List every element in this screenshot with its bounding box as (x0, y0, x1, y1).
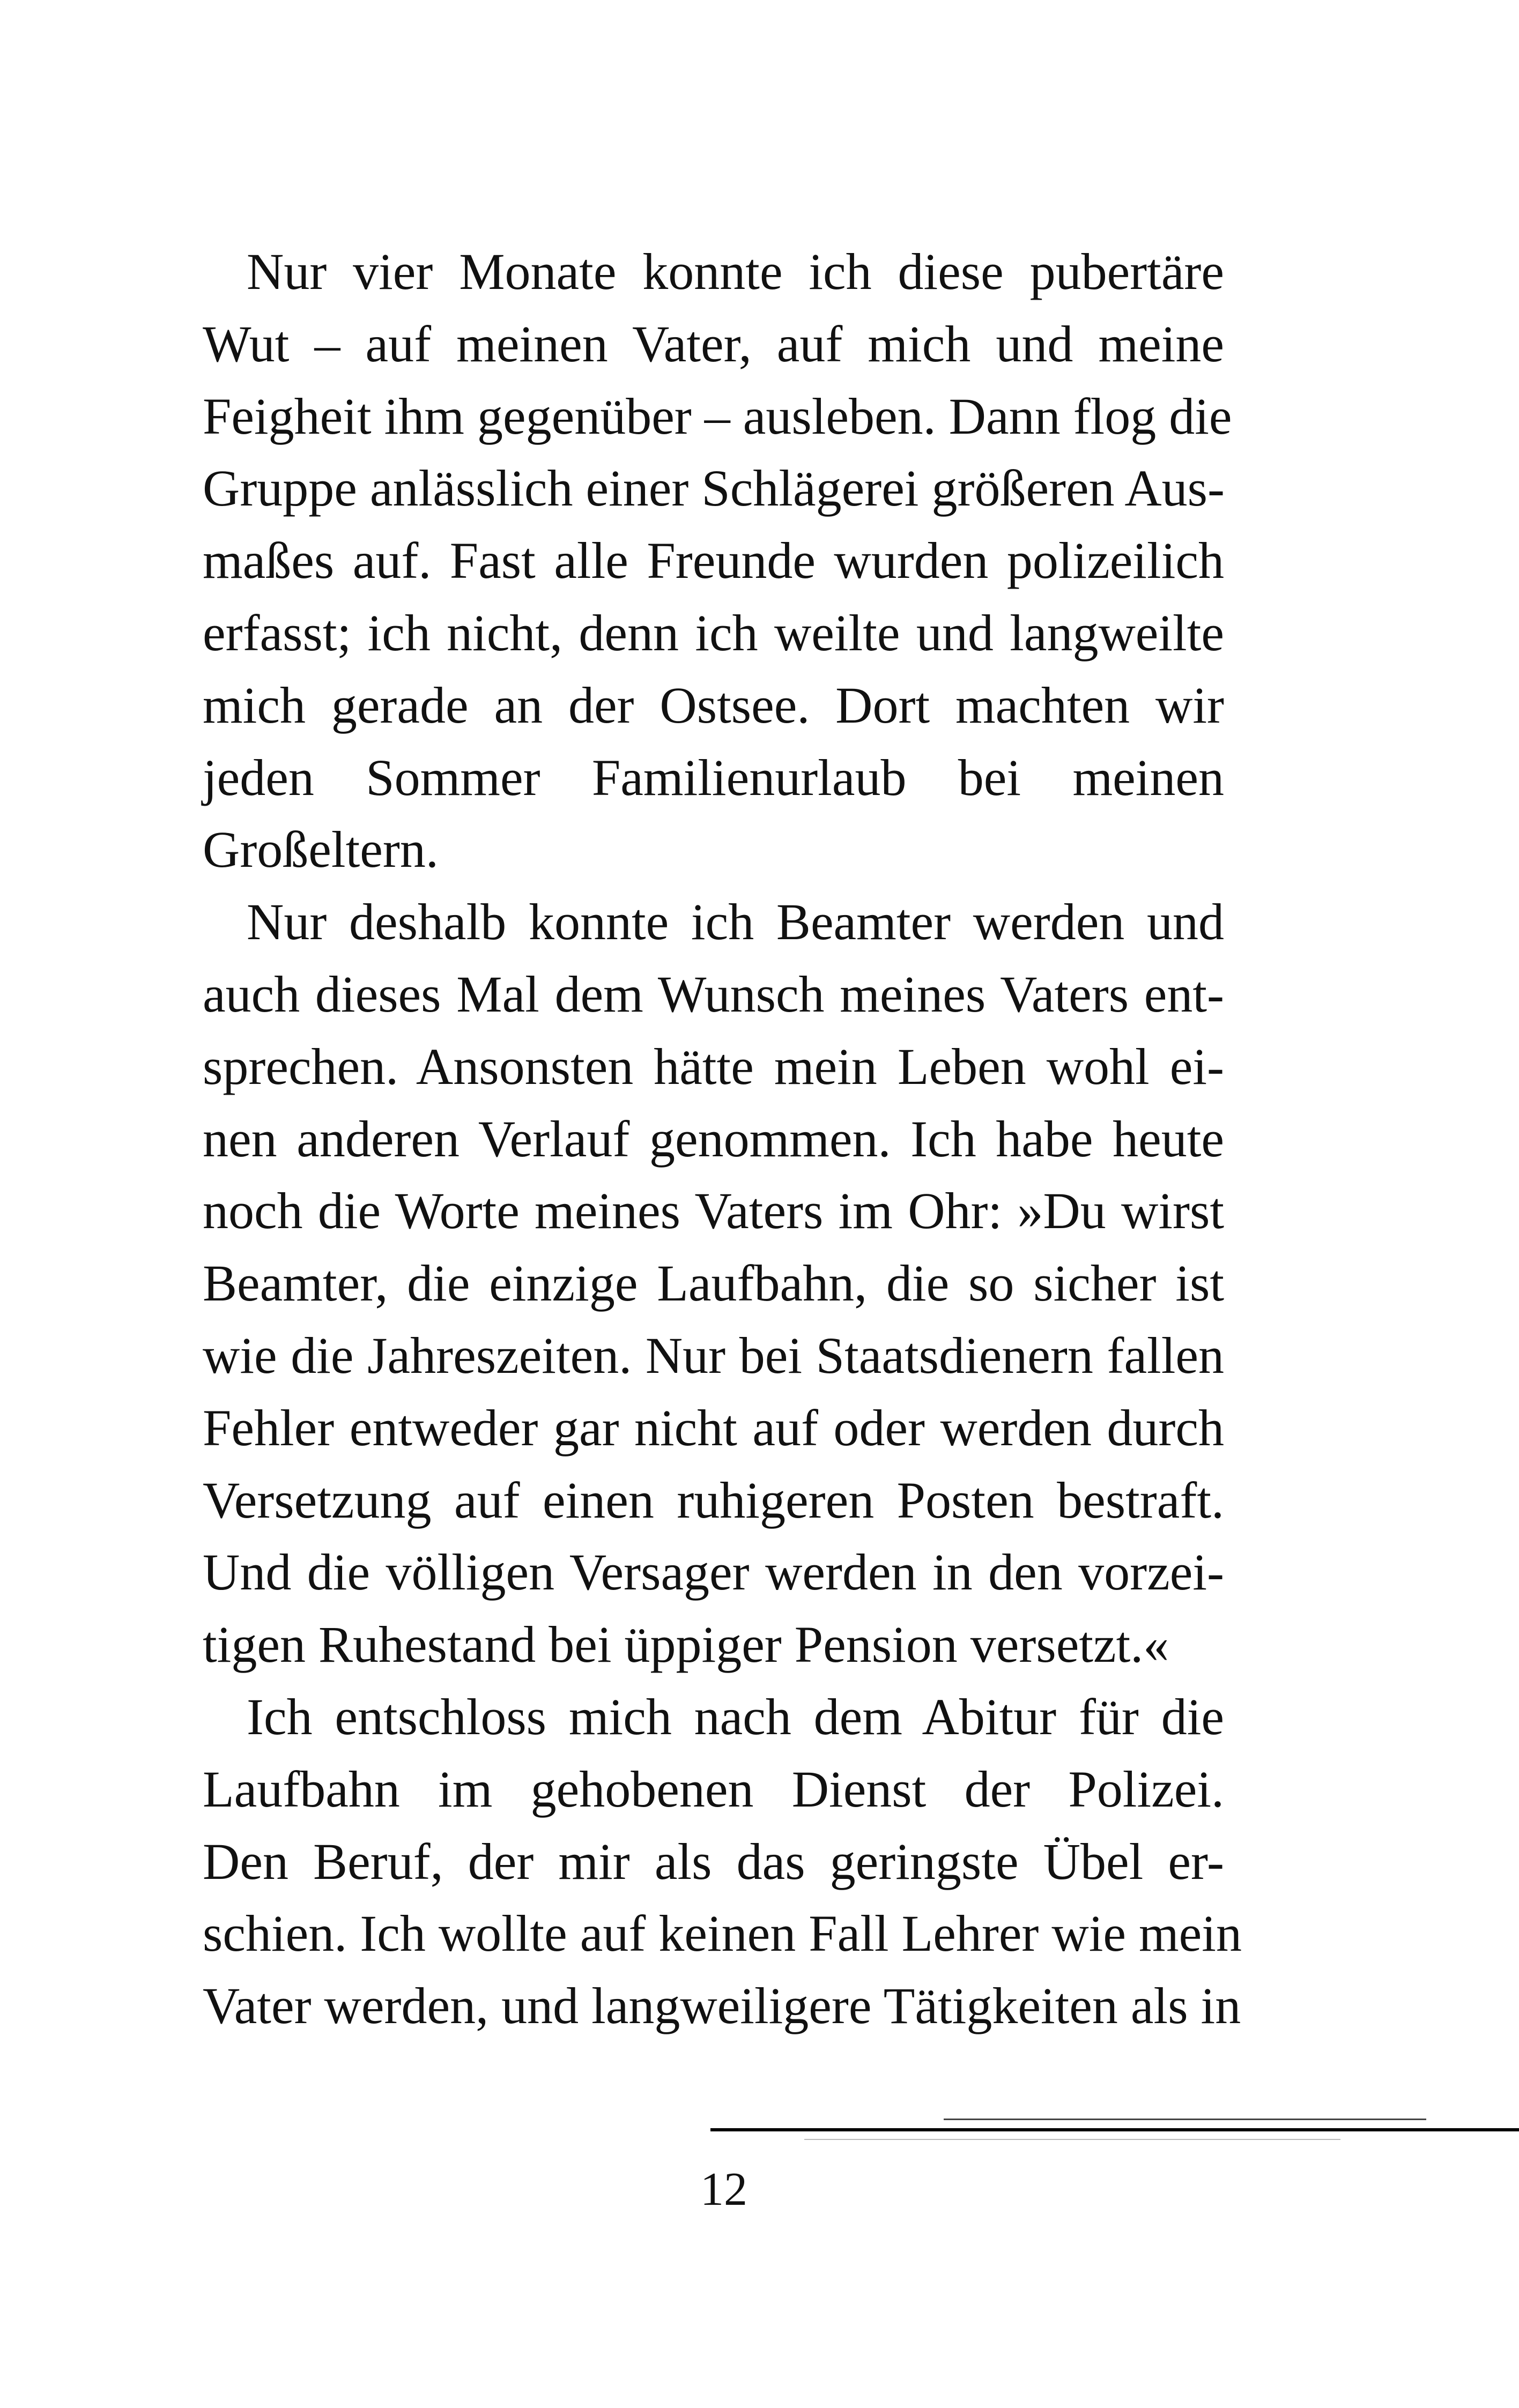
text-line: Ich entschloss mich nach dem Abitur für die (247, 1688, 1224, 1745)
text-line: Feigheit ihm gegenüber – ausleben. Dann flog die (203, 387, 1232, 445)
text-line: Den Beruf, der mir als das geringste Übel er- (203, 1832, 1224, 1890)
text-line: mich gerade an der Ostsee. Dort machten wir (203, 676, 1224, 734)
footer-rule-shadow (804, 2139, 1340, 2140)
text-line: Laufbahn im gehobenen Dienst der Polizei. (203, 1760, 1224, 1818)
text-line: Vater werden, und langweiligere Tätigkeiten als in (203, 1977, 1241, 2035)
text-line: erfasst; ich nicht, denn ich weilte und langweilte (203, 604, 1224, 662)
text-line: sprechen. Ansonsten hätte mein Leben wohl ei- (203, 1037, 1224, 1095)
text-line: Und die völligen Versager werden in den vorzei- (203, 1543, 1224, 1601)
text-line: Wut – auf meinen Vater, auf mich und meine (203, 315, 1224, 373)
body-text (203, 236, 1242, 2042)
text-line: Nur vier Monate konnte ich diese pubertäre (247, 243, 1224, 300)
text-line: Beamter, die einzige Laufbahn, die so sicher ist (203, 1254, 1224, 1312)
text-line: Nur deshalb konnte ich Beamter werden und (247, 893, 1224, 951)
text-line: maßes auf. Fast alle Freunde wurden polizeilich (203, 532, 1224, 590)
text-line: tigen Ruhestand bei üppiger Pension versetzt.« (203, 1616, 1169, 1674)
text-line: Großeltern. (203, 821, 439, 879)
footer-rule (710, 2128, 1519, 2131)
text-line: Fehler entweder gar nicht auf oder werden durch (203, 1399, 1224, 1456)
footer-rule-accent (944, 2119, 1426, 2120)
text-line: nen anderen Verlauf genommen. Ich habe heute (203, 1110, 1224, 1168)
page-number: 12 (700, 2164, 747, 2216)
text-line: noch die Worte meines Vaters im Ohr: »Du wirst (203, 1182, 1224, 1240)
text-line: jeden Sommer Familienurlaub bei meinen (203, 748, 1224, 806)
text-line: schien. Ich wollte auf keinen Fall Lehrer wie mein (203, 1905, 1242, 1963)
text-line: wie die Jahreszeiten. Nur bei Staatsdienern fallen (203, 1326, 1224, 1384)
text-line: auch dieses Mal dem Wunsch meines Vaters ent- (203, 965, 1224, 1023)
text-line: Gruppe anlässlich einer Schlägerei größeren Aus- (203, 459, 1225, 517)
text-line: Versetzung auf einen ruhigeren Posten bestraft. (203, 1471, 1224, 1529)
